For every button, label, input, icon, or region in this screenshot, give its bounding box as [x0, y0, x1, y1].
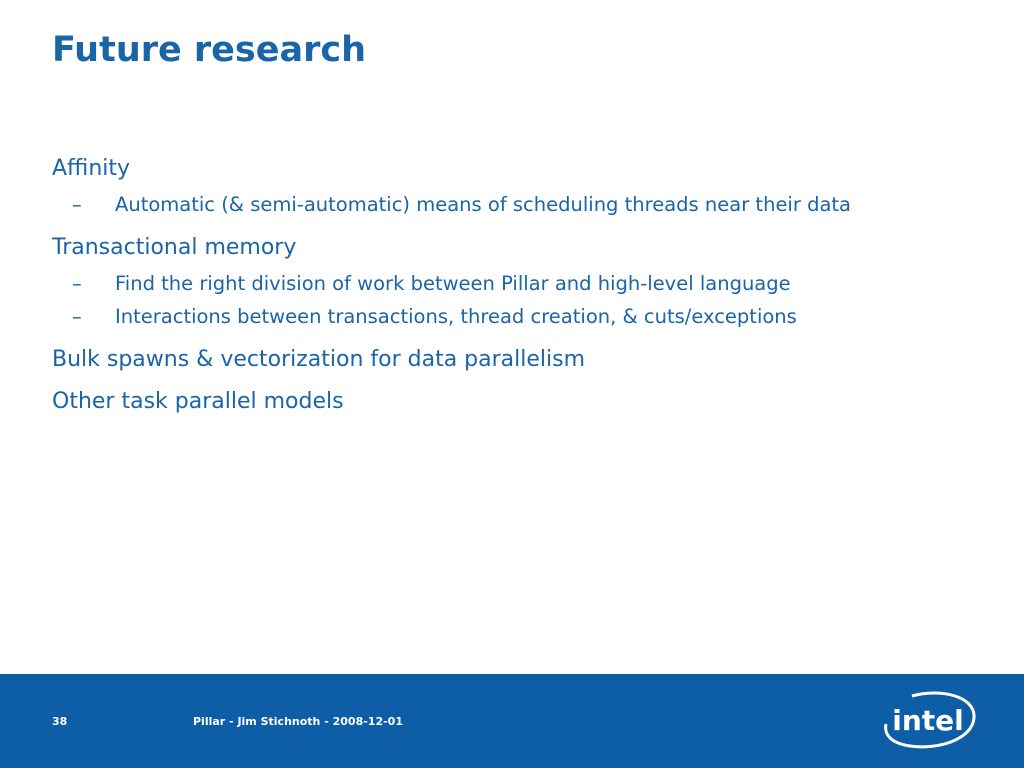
slide-content	[52, 155, 952, 416]
sub-bullet	[52, 191, 925, 218]
intel-logo-icon	[882, 690, 978, 752]
bullet-task-parallel-models: Other task parallel models	[52, 389, 344, 414]
dash-marker: –	[72, 193, 82, 216]
page-number: 38	[52, 715, 68, 728]
footer-text: Pillar - Jim Stichnoth - 2008-12-01	[193, 715, 403, 728]
footer-bar	[0, 674, 1024, 768]
dash-marker: –	[72, 272, 82, 295]
sub-bullet	[52, 270, 925, 297]
logo-wordmark: intel	[892, 704, 964, 737]
sub-list	[52, 270, 952, 330]
sub-bullet-text: Interactions between transactions, thread creation, & cuts/exceptions	[115, 305, 797, 328]
bullet-bulk-spawns: Bulk spawns & vectorization for data parallelism	[52, 347, 586, 372]
slide-title: Future research	[52, 30, 367, 70]
sub-list	[52, 191, 952, 218]
dash-marker: –	[72, 305, 82, 328]
sub-bullet	[52, 303, 925, 330]
sub-bullet-text: Find the right division of work between Pillar and high-level language	[115, 272, 791, 295]
sub-bullet-text: Automatic (& semi-automatic) means of scheduling threads near their data	[115, 193, 851, 216]
bullet-affinity: Affinity	[52, 156, 131, 181]
bullet-transactional-memory: Transactional memory	[52, 235, 297, 260]
